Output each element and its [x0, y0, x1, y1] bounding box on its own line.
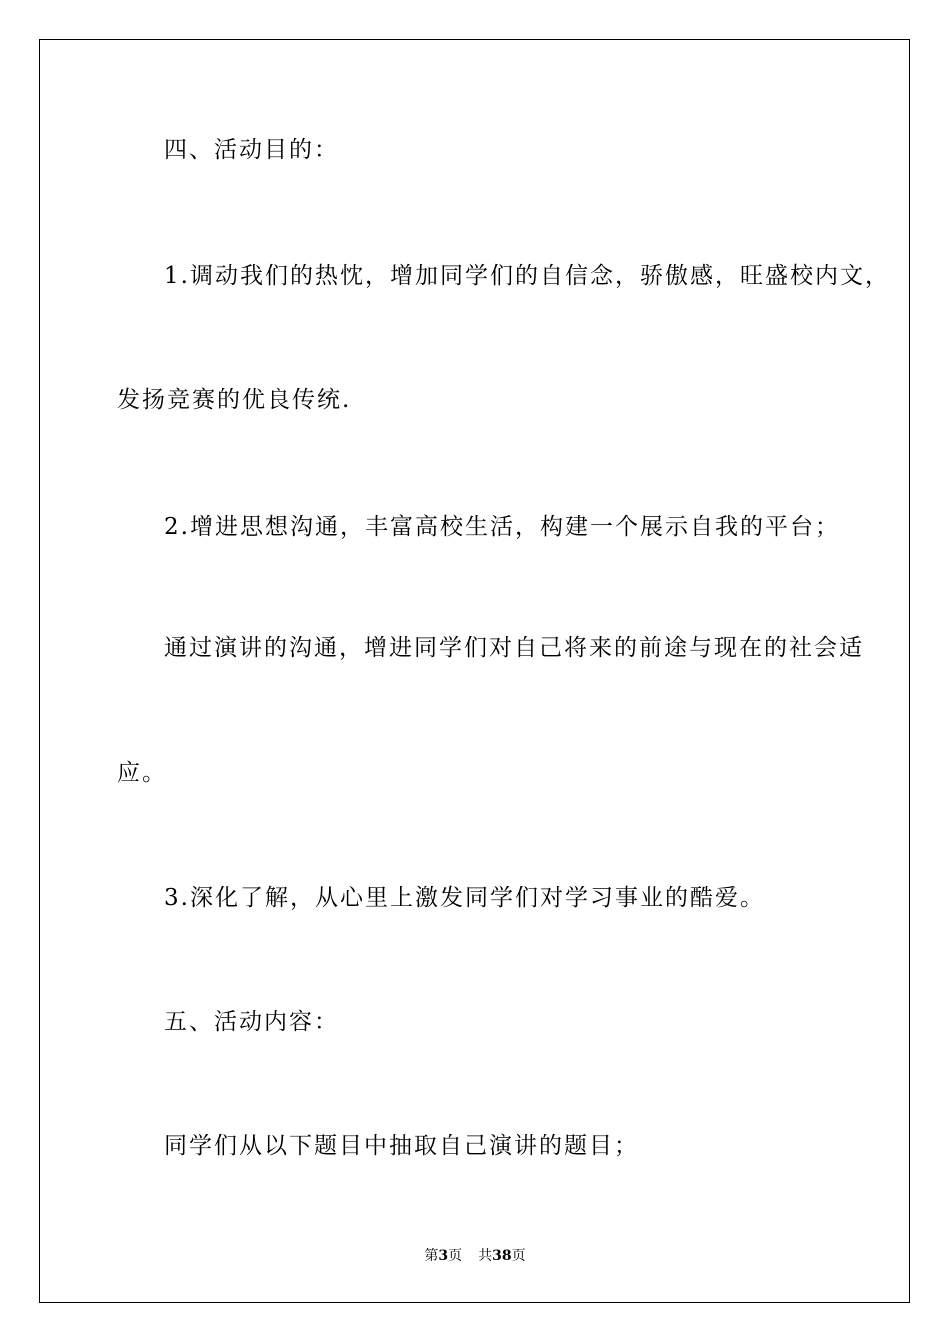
- section-heading-five: 五、活动内容：: [164, 1009, 339, 1035]
- paragraph-line: 通过演讲的沟通，增进同学们对自己将来的前途与现在的社会适: [164, 635, 864, 661]
- paragraph-line: 3.深化了解，从心里上激发同学们对学习事业的酷爱。: [164, 885, 765, 911]
- paragraph-line: 2.增进思想沟通，丰富高校生活，构建一个展示自我的平台；: [164, 514, 840, 540]
- paragraph-line: 同学们从以下题目中抽取自己演讲的题目；: [164, 1133, 639, 1159]
- section-heading-four: 四、活动目的：: [164, 137, 339, 163]
- footer-total-suffix: 页: [511, 1248, 526, 1264]
- footer-page-suffix: 页: [448, 1248, 463, 1264]
- paragraph-line: 应。: [117, 760, 167, 786]
- page-frame: [39, 39, 910, 1303]
- footer-total-prefix: 共: [478, 1248, 493, 1264]
- footer-page-number: 3: [438, 1248, 449, 1264]
- paragraph-line: 1.调动我们的热忱，增加同学们的自信念，骄傲感，旺盛校内文，: [164, 263, 890, 289]
- footer-total-pages: 38: [492, 1248, 512, 1264]
- footer-prefix: 第: [424, 1248, 439, 1264]
- page-footer: [0, 1247, 950, 1265]
- paragraph-line: 发扬竞赛的优良传统.: [117, 387, 352, 413]
